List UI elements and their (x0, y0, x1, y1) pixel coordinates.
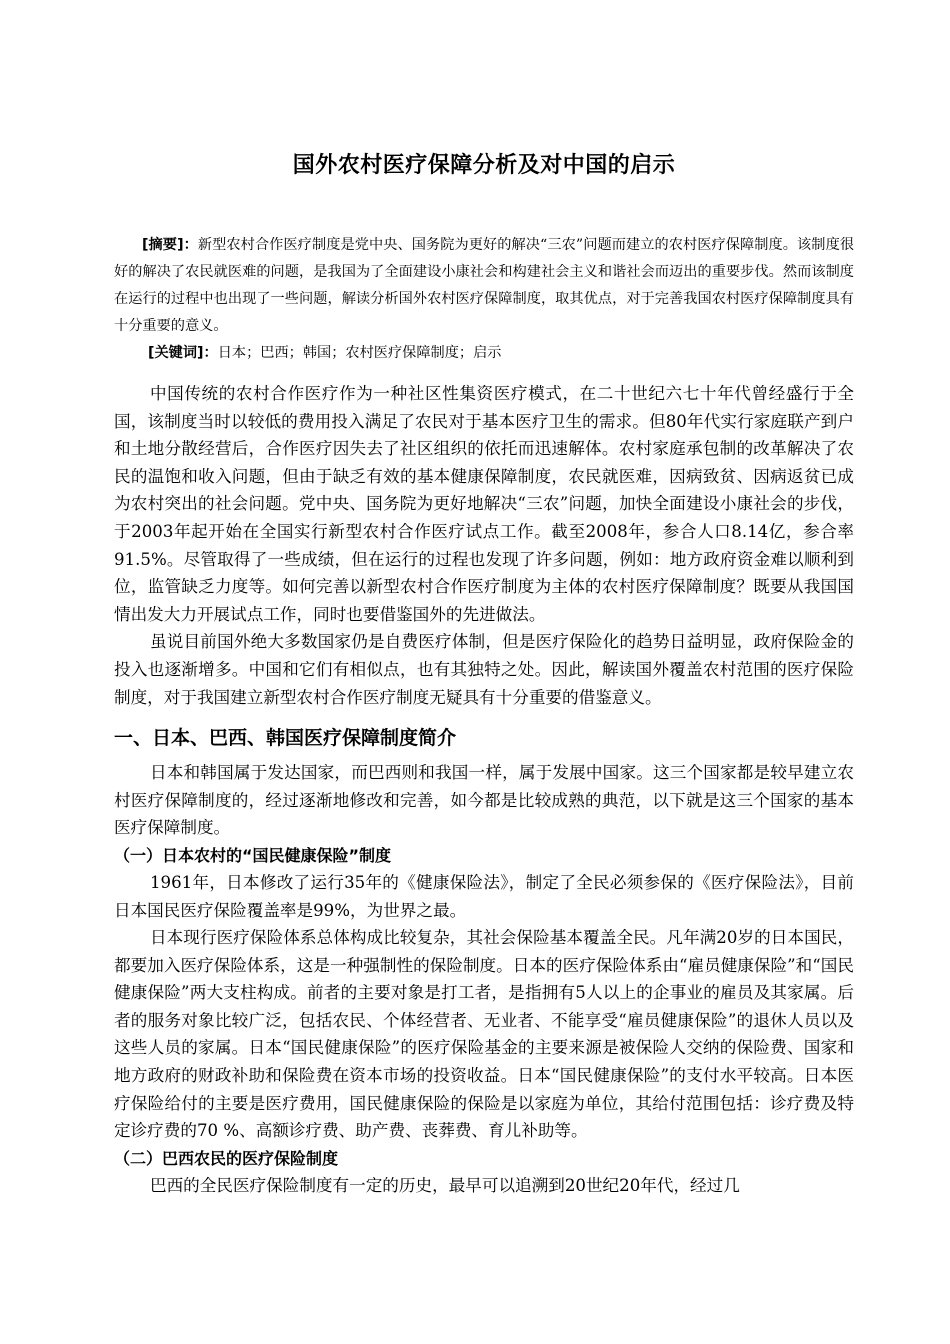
abstract-block (114, 232, 854, 367)
subsection-1-paragraph-2: 日本现行医疗保险体系总体构成比较复杂，其社会保险基本覆盖全民。凡年满20岁的日本国民，都要加入医疗保险体系，这是一种强制性的保险制度。日本的医疗保险体系由“雇员健康保险”和“国民健康保险”两大支柱构成。前者的主要对象是打工者，是指拥有5人以上的企事业的雇员及其家属。后者的服务对象比较广泛，包括农民、个体经营者、无业者、不能享受“雇员健康保险”的退休人员以及这些人员的家属。日本“国民健康保险”的医疗保险基金的主要来源是被保险人交纳的保险费、国家和地方政府的财政补助和保险费在资本市场的投资收益。日本“国民健康保险”的支付水平较高。日本医疗保险给付的主要是医疗费用，国民健康保险的保险是以家庭为单位，其给付范围包括：诊疗费及特定诊疗费的70 %、高额诊疗费、助产费、丧葬费、育儿补助等。 (114, 928, 854, 1141)
intro-paragraph-1: 中国传统的农村合作医疗作为一种社区性集资医疗模式，在二十世纪六七十年代曾经盛行于全国，该制度当时以较低的费用投入满足了农民对于基本医疗卫生的需求。但80年代实行家庭联产到户和土地分散经营后，合作医疗因失去了社区组织的依托而迅速解体。农村家庭承包制的改革解决了农民的温饱和收入问题，但由于缺乏有效的基本健康保障制度，农民就医难，因病致贫、因病返贫已成为农村突出的社会问题。党中央、国务院为更好地解决“三农”问题，加快全面建设小康社会的步伐，于2003年起开始在全国实行新型农村合作医疗试点工作。截至2008年，参合人口8.14亿，参合率91.5%。尽管取得了一些成绩，但在运行的过程也发现了许多问题，例如：地方政府资金难以顺利到位，监管缺乏力度等。如何完善以新型农村合作医疗制度为主体的农村医疗保障制度？既要从我国国情出发大力开展试点工作，同时也要借鉴国外的先进做法。 (114, 384, 854, 624)
abstract-text: 新型农村合作医疗制度是党中央、国务院为更好的解决“三农”问题而建立的农村医疗保障制度。该制度很好的解决了农民就医难的问题，是我国为了全面建设小康社会和构建社会主义和谐社会而迈出的重要步伐。然而该制度在运行的过程中也出现了一些问题，解读分析国外农村医疗保障制度，取其优点，对于完善我国农村医疗保障制度具有十分重要的意义。 (114, 237, 855, 334)
abstract-paragraph (114, 232, 854, 340)
section-1-heading: 一、日本、巴西、韩国医疗保障制度简介 (114, 727, 457, 750)
subsection-1-paragraph-1: 1961年，日本修改了运行35年的《健康保险法》，制定了全民必须参保的《医疗保险法》，目前日本国民医疗保险覆盖率是99%，为世界之最。 (114, 872, 854, 920)
main-text (114, 380, 854, 1199)
intro-paragraph-2: 虽说目前国外绝大多数国家仍是自费医疗体制，但是医疗保险化的趋势日益明显，政府保险金的投入也逐渐增多。中国和它们有相似点，也有其独特之处。因此，解读国外覆盖农村范围的医疗保险制度，对于我国建立新型农村合作医疗制度无疑具有十分重要的借鉴意义。 (114, 632, 854, 707)
abstract-label: [摘要]： (142, 237, 198, 253)
keywords-text: 日本；巴西；韩国；农村医疗保障制度；启示 (217, 345, 502, 361)
subsection-1-heading: （一）日本农村的“国民健康保险”制度 (114, 845, 392, 865)
keywords-paragraph (114, 340, 854, 367)
page-title: 国外农村医疗保障分析及对中国的启示 (292, 153, 676, 178)
keywords-label: [关键词]： (148, 345, 218, 361)
section-1-paragraph: 日本和韩国属于发达国家，而巴西则和我国一样，属于发展中国家。这三个国家都是较早建立农村医疗保障制度的，经过逐渐地修改和完善，如今都是比较成熟的典范，以下就是这三个国家的基本医疗保障制度。 (114, 763, 854, 838)
subsection-2-heading: （二）巴西农民的医疗保险制度 (114, 1148, 339, 1168)
subsection-2-paragraph-1: 巴西的全民医疗保险制度有一定的历史，最早可以追溯到20世纪20年代，经过几 (150, 1175, 740, 1195)
